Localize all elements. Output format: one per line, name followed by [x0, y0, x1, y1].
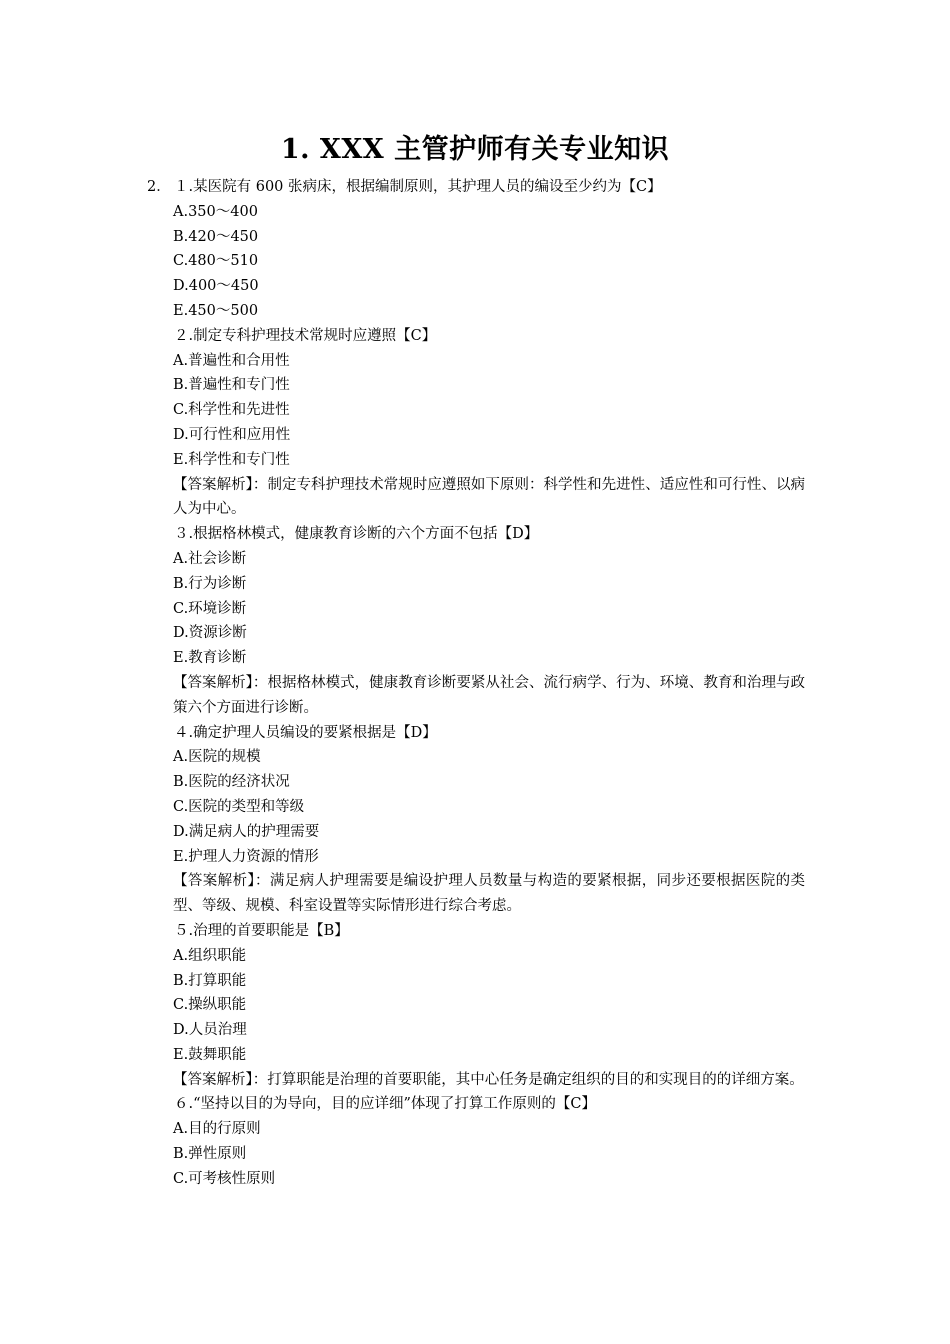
answer-option: A.组织职能: [173, 947, 247, 964]
answer-option: C.操纵职能: [173, 997, 247, 1014]
question-stem: １.某医院有 600 张病床，根据编制原则，其护理人员的编设至少约为【C】: [174, 179, 662, 195]
answer-option: D.400～450: [173, 278, 259, 295]
answer-option: B.弹性原则: [173, 1146, 247, 1163]
answer-option: A.普遍性和合用性: [173, 352, 290, 369]
answer-option: C.环境诊断: [173, 600, 247, 617]
answer-option: A.社会诊断: [173, 550, 247, 567]
question-block: [173, 1092, 813, 1191]
answer-option: B.打算职能: [173, 972, 247, 989]
question-stem: ２.制定专科护理技术常规时应遵照【C】: [174, 327, 437, 344]
answer-option: D.人员治理: [173, 1022, 247, 1039]
question-block: [173, 522, 813, 720]
answer-option: E.鼓舞职能: [173, 1046, 247, 1063]
answer-option: D.资源诊断: [173, 625, 247, 642]
document-title: 1. XXX 主管护师有关专业知识: [280, 134, 670, 165]
answer-option: B.普遍性和专门性: [173, 377, 290, 394]
answer-option: B.420～450: [173, 228, 259, 245]
question-stem: ５.治理的首要职能是【B】: [174, 922, 349, 939]
answer-option: A.医院的规模: [173, 749, 261, 766]
answer-explanation: 【答案解析】：制定专科护理技术常规时应遵照如下原则：科学性和先进性、适应性和可行性、以病人为中心。: [173, 476, 805, 518]
question-list: [173, 175, 813, 1192]
answer-option: B.行为诊断: [173, 575, 247, 592]
question-stem: ３.根据格林模式，健康教育诊断的六个方面不包括【D】: [174, 526, 539, 543]
answer-option: C.可考核性原则: [173, 1170, 276, 1187]
answer-explanation: 【答案解析】：打算职能是治理的首要职能，其中心任务是确定组织的目的和实现目的的详细方案。: [173, 1071, 804, 1088]
answer-option: C.医院的类型和等级: [173, 798, 305, 815]
answer-option: E.450～500: [173, 302, 259, 319]
answer-option: D.可行性和应用性: [173, 426, 291, 443]
question-stem: ４.确定护理人员编设的要紧根据是【D】: [174, 724, 437, 741]
question-stem: ６.“坚持以目的为导向，目的应详细”体现了打算工作原则的【C】: [174, 1096, 597, 1113]
question-block: [173, 721, 813, 919]
list-number: 2．: [147, 179, 171, 195]
answer-explanation: 【答案解析】：满足病人护理需要是编设护理人员数量与构造的要紧根据，同步还要根据医院的类型、等级、规模、科室设置等实际情形进行综合考虑。: [173, 873, 805, 915]
answer-option: C.科学性和先进性: [173, 402, 290, 419]
answer-option: D.满足病人的护理需要: [173, 823, 320, 840]
question-block: [173, 919, 813, 1093]
answer-explanation: 【答案解析】：根据格林模式，健康教育诊断要紧从社会、流行病学、行为、环境、教育和治理与政策六个方面进行诊断。: [173, 674, 805, 716]
answer-option: E.教育诊断: [173, 650, 247, 667]
answer-option: B.医院的经济状况: [173, 774, 290, 791]
answer-option: E.科学性和专门性: [173, 451, 290, 468]
answer-option: C.480～510: [173, 253, 259, 270]
question-block: [173, 324, 813, 522]
answer-option: A.目的行原则: [173, 1121, 261, 1138]
answer-option: A.350～400: [173, 203, 258, 220]
answer-option: E.护理人力资源的情形: [173, 848, 319, 865]
question-block: [173, 175, 813, 324]
